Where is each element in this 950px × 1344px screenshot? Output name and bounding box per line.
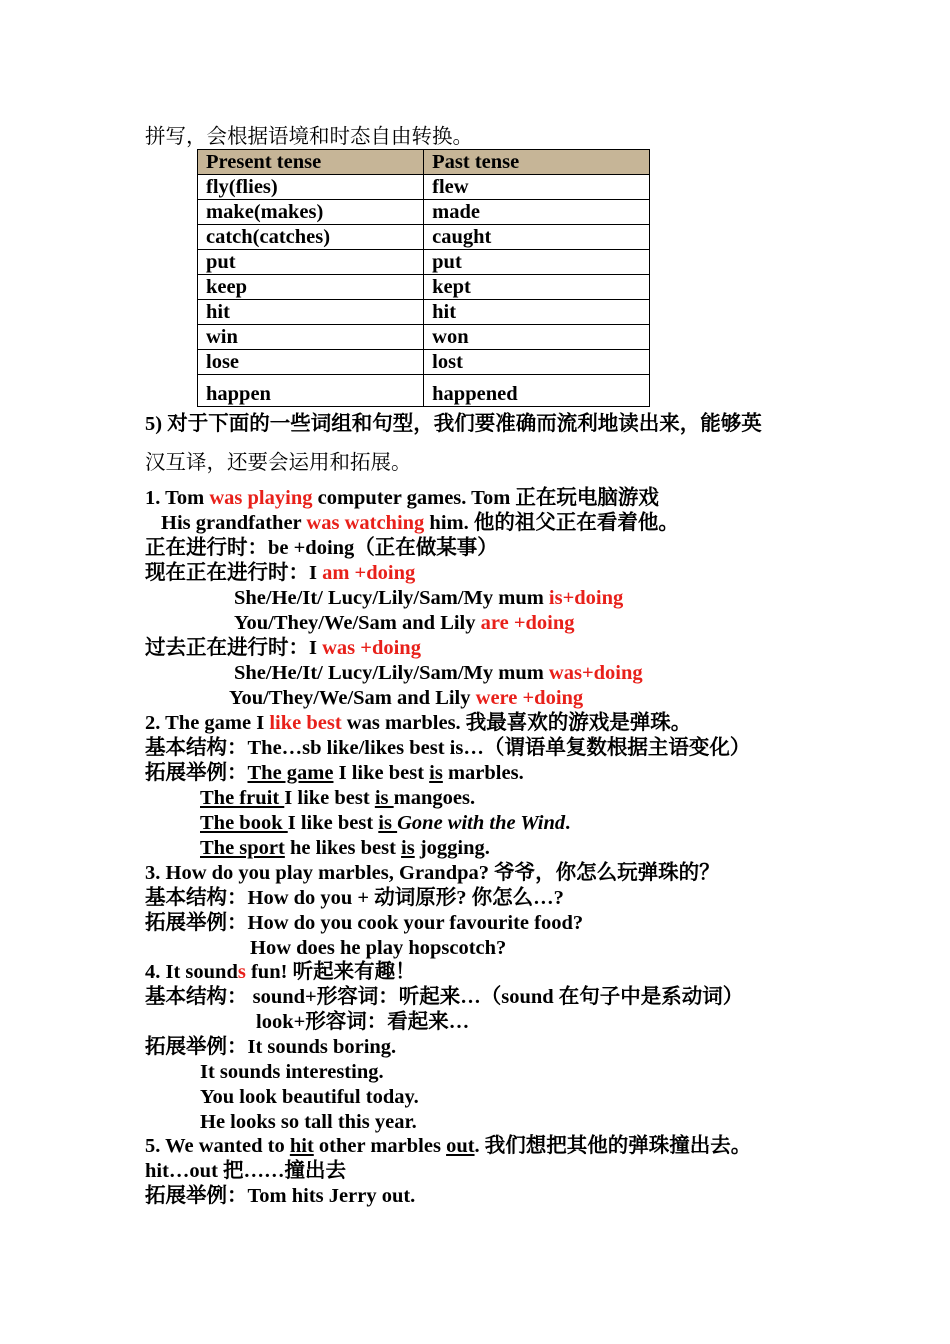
underlined: The book [200,812,288,834]
section5-line2: 汉互译，还要会运用和拓展。 [145,450,412,474]
item2-line-c [145,761,524,786]
cell-present: catch(catches) [198,225,424,250]
text: She/He/It/ Lucy/Lily/Sam/My mum [234,587,549,609]
highlight: was playing [209,487,313,509]
item1-line-d [145,561,415,586]
header-present: Present tense [198,150,424,175]
underlined: is [401,837,415,859]
section5-line1: 5) 对于下面的一些词组和句型，我们要准确而流利地读出来，能够英 [145,413,762,435]
text: His grandfather [161,512,307,534]
cell-present: keep [198,275,424,300]
item4-line-d: 拓展举例：It sounds boring. [145,1036,397,1058]
cell-past: hit [424,300,650,325]
cell-past: put [424,250,650,275]
text: mangoes. [393,787,476,809]
highlight: were +doing [475,687,584,709]
text: 1. Tom [145,487,210,509]
item1-line-c: 正在进行时：be +doing（正在做某事） [145,537,498,559]
cell-past: flew [424,175,650,200]
table-row [198,275,650,300]
text: jogging. [414,837,490,859]
item4-line-a [145,960,416,985]
item1-line-b [161,511,679,536]
item1-line-a [145,486,659,511]
cell-present: win [198,325,424,350]
italic-title: Gone with the Wind [397,812,566,834]
table-row [198,225,650,250]
header-past: Past tense [424,150,650,175]
item1-line-h [234,661,643,686]
item1-line-g [145,636,421,661]
text: was marbles. 我最喜欢的游戏是弹珠。 [341,712,692,734]
item5-line-c: 拓展举例：Tom hits Jerry out. [145,1185,416,1207]
highlight: are +doing [480,612,575,634]
text: I like best [284,787,375,809]
table-row [198,325,650,350]
highlight: was+doing [548,662,643,684]
cell-past: lost [424,350,650,375]
item3-line-a: 3. How do you play marbles, Grandpa? 爷爷，你怎么玩弹珠的？ [145,862,720,884]
text: fun! 听起来有趣！ [245,961,416,983]
table-row [198,300,650,325]
text: I like best [287,812,379,834]
text: 4. It sound [145,961,238,983]
table-row [198,250,650,275]
table-row [198,200,650,225]
item2-line-e [200,811,570,836]
text: You/They/We/Sam and Lily [229,687,476,709]
cell-past: won [424,325,650,350]
item2-line-a [145,711,691,736]
item2-line-b: 基本结构：The…sb like/likes best is…（谓语单复数根据主语变化） [145,737,751,759]
highlight: am +doing [322,562,416,584]
text: I like best [333,762,430,784]
cell-present: make(makes) [198,200,424,225]
item3-line-d: How does he play hopscotch? [250,937,507,959]
cell-present: hit [198,300,424,325]
item1-line-f [234,611,575,636]
underlined: is [374,787,394,809]
cell-past: made [424,200,650,225]
text: 现在正在进行时：I [145,562,323,584]
table-row [198,350,650,375]
highlight: is+doing [548,587,624,609]
text: 过去正在进行时：I [145,637,323,659]
item2-line-f [200,836,490,861]
cell-present: put [198,250,424,275]
text: he likes best [284,837,402,859]
text: . 我们想把其他的弹珠撞出去。 [474,1135,752,1157]
highlight: was watching [306,512,425,534]
highlight: s [237,961,246,983]
table-row [198,375,650,407]
text: him. 他的祖父正在看着他。 [424,512,679,534]
tense-table [197,149,650,407]
cell-past: kept [424,275,650,300]
cell-present: lose [198,350,424,375]
underlined: hit [289,1135,314,1157]
text: 拓展举例： [145,762,248,784]
cell-present: happen [198,375,424,407]
item1-line-e [234,586,623,611]
text: 5. We wanted to [145,1135,290,1157]
cell-present: fly(flies) [198,175,424,200]
item2-line-d [200,786,475,811]
cell-past: happened [424,375,650,407]
underlined: out [446,1135,475,1157]
item4-line-b: 基本结构： sound+形容词：听起来…（sound 在句子中是系动词） [145,986,744,1008]
text: She/He/It/ Lucy/Lily/Sam/My mum [234,662,549,684]
highlight: like best [269,712,342,734]
item5-line-a [145,1134,751,1159]
underlined: The sport [200,837,285,859]
underlined: is [378,812,398,834]
underlined: The game [247,762,334,784]
item4-line-g: He looks so tall this year. [200,1111,417,1133]
highlight: was +doing [322,637,421,659]
table-header-row [198,150,650,175]
item4-line-e: It sounds interesting. [200,1061,384,1083]
item3-line-c: 拓展举例：How do you cook your favourite food? [145,912,584,934]
intro-text: 拼写，会根据语境和时态自由转换。 [145,124,473,148]
text: other marbles [313,1135,447,1157]
text: 2. The game I [145,712,270,734]
item4-line-f: You look beautiful today. [200,1086,419,1108]
text: computer games. Tom 正在玩电脑游戏 [312,487,659,509]
item5-line-b: hit…out 把……撞出去 [145,1160,347,1182]
item3-line-b: 基本结构：How do you + 动词原形? 你怎么…? [145,887,564,909]
text: You/They/We/Sam and Lily [234,612,481,634]
underlined: is [429,762,443,784]
table-row [198,175,650,200]
item1-line-i [229,686,583,711]
item4-line-c: look+形容词：看起来… [256,1011,470,1033]
underlined: The fruit [200,787,285,809]
cell-past: caught [424,225,650,250]
text: . [565,812,571,834]
text: marbles. [442,762,524,784]
